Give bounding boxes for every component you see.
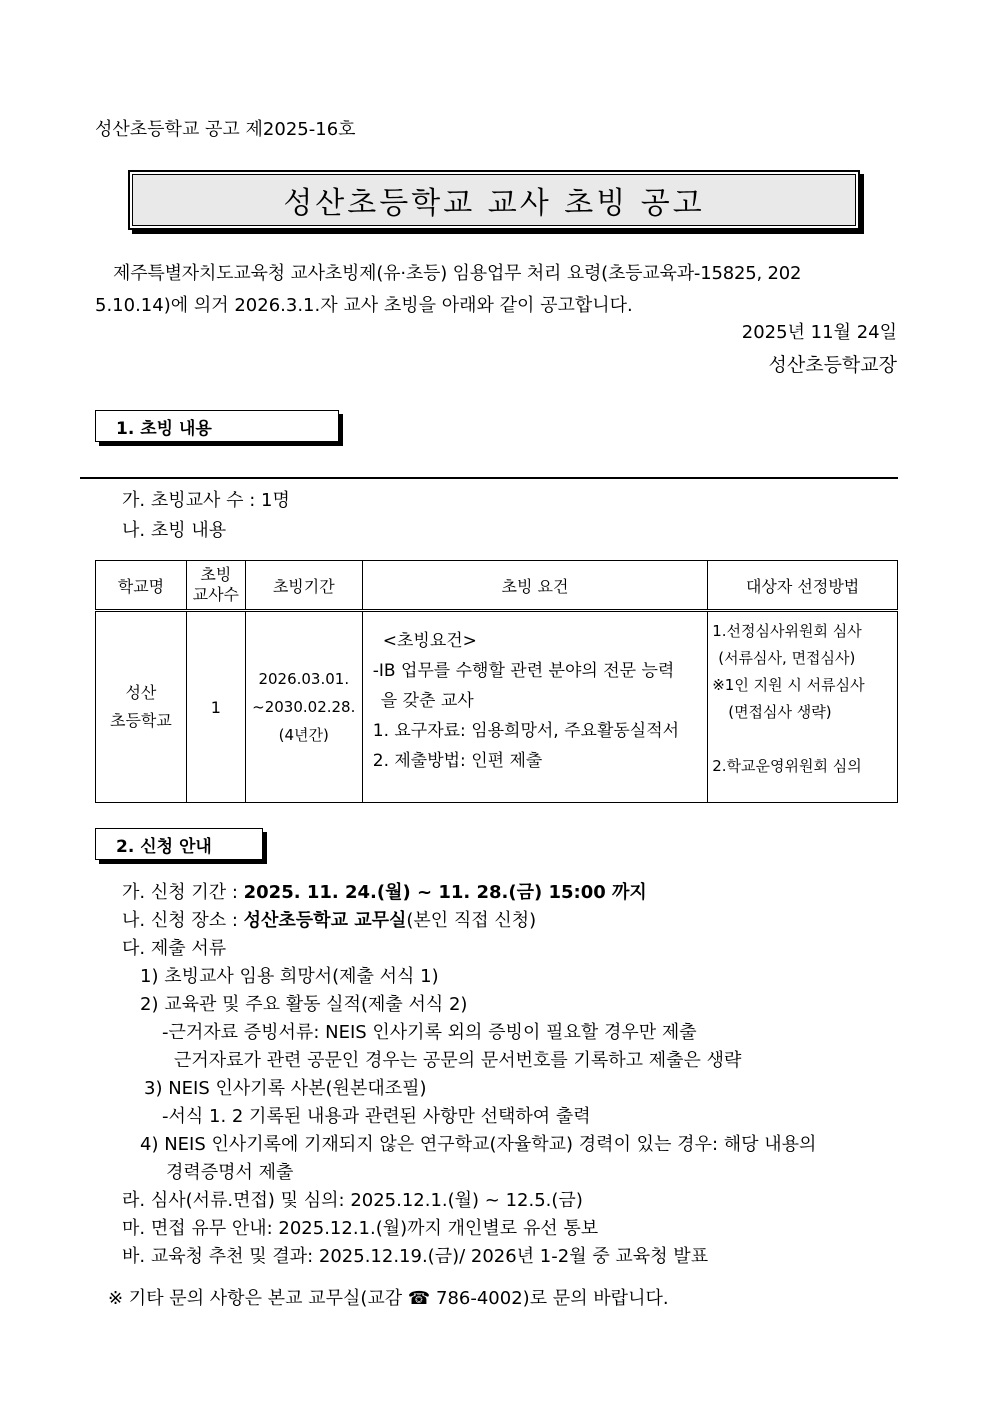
- page-title: 성산초등학교 교사 초빙 공고: [283, 186, 705, 221]
- signer: 성산초등학교장: [768, 354, 897, 376]
- place-suffix: (본인 직접 신청): [406, 910, 537, 931]
- sel-line-1: 1.선정심사위원회 심사: [712, 622, 862, 640]
- notice-number: 성산초등학교 공고 제2025-16호: [95, 119, 356, 140]
- req-line-2: -IB 업무를 수행할 관련 분야의 전문 능력: [372, 661, 675, 681]
- school-line-2: 초등학교: [110, 711, 172, 730]
- intro-paragraph: [95, 258, 897, 322]
- doc-4-cont: 경력증명서 제출: [166, 1162, 294, 1183]
- item-teacher-count: 가. 초빙교사 수 : 1명: [122, 490, 290, 511]
- table-row: [96, 611, 898, 803]
- item-invitation-content: 나. 초빙 내용: [122, 520, 227, 541]
- header-count-line-1: 초빙: [200, 565, 232, 584]
- header-count-line-2: 교사수: [192, 585, 239, 604]
- sel-line-5: 2.학교운영위원회 심의: [712, 757, 862, 775]
- header-count: [186, 561, 245, 611]
- place-value: 성산초등학교 교무실: [243, 910, 407, 931]
- cell-selection: [708, 611, 898, 803]
- place-label: 나. 신청 장소 :: [122, 910, 244, 931]
- school-line-1: 성산: [125, 683, 157, 702]
- item-interview-notice: 마. 면접 유무 안내: 2025.12.1.(월)까지 개인별로 유선 통보: [122, 1218, 599, 1239]
- req-line-4: 1. 요구자료: 임용희망서, 주요활동실적서: [372, 721, 680, 741]
- req-line-5: 2. 제출방법: 인편 제출: [372, 751, 543, 771]
- period-value: 2025. 11. 24.(월) ~ 11. 28.(금) 15:00 까지: [243, 882, 647, 903]
- period-line-1: 2026.03.01.: [258, 670, 350, 688]
- notice-date: 2025년 11월 24일: [741, 322, 897, 343]
- period-line-3: (4년간): [278, 726, 329, 744]
- footer-note: ※ 기타 문의 사항은 본교 교무실(교감 ☎ 786-4002)로 문의 바랍니다.: [108, 1288, 669, 1309]
- sel-line-4: (면접심사 생략): [728, 703, 832, 721]
- header-requirements: 초빙 요건: [362, 561, 707, 611]
- item-documents: 다. 제출 서류: [122, 938, 227, 959]
- header-period: 초빙기간: [245, 561, 362, 611]
- doc-2-note-2: 근거자료가 관련 공문인 경우는 공문의 문서번호를 기록하고 제출은 생략: [174, 1050, 742, 1071]
- req-line-1: <초빙요건>: [382, 631, 477, 651]
- table-header-row: [96, 561, 898, 611]
- item-review: 라. 심사(서류.면접) 및 심의: 2025.12.1.(월) ~ 12.5.(금): [122, 1190, 583, 1211]
- cell-requirements: [362, 611, 707, 803]
- header-school: 학교명: [96, 561, 187, 611]
- sel-line-3: ※1인 지원 시 서류심사: [712, 676, 865, 694]
- item-place: [122, 906, 536, 932]
- sel-line-2: (서류심사, 면접심사): [718, 649, 856, 667]
- period-line-2: ~2030.02.28.: [252, 698, 356, 716]
- doc-3-note: -서식 1. 2 기록된 내용과 관련된 사항만 선택하여 출력: [162, 1106, 591, 1127]
- item-period: [122, 878, 647, 904]
- section-1-heading: 1. 초빙 내용: [95, 410, 339, 442]
- section-2-heading: 2. 신청 안내: [95, 828, 263, 860]
- cell-period: [245, 611, 362, 803]
- doc-2: 2) 교육관 및 주요 활동 실적(제출 서식 2): [140, 994, 468, 1015]
- divider: [80, 477, 898, 479]
- req-line-3: 을 갖춘 교사: [380, 691, 474, 711]
- title-box: [128, 170, 860, 230]
- cell-school: [96, 611, 187, 803]
- period-label: 가. 신청 기간 :: [122, 882, 244, 903]
- doc-2-note-1: -근거자료 증빙서류: NEIS 인사기록 외의 증빙이 필요할 경우만 제출: [162, 1022, 697, 1043]
- header-selection: 대상자 선정방법: [708, 561, 898, 611]
- doc-3: 3) NEIS 인사기록 사본(원본대조필): [144, 1078, 427, 1099]
- intro-line-1: 제주특별자치도교육청 교사초빙제(유·초등) 임용업무 처리 요령(초등교육과-15825, 202: [113, 263, 802, 284]
- item-result: 바. 교육청 추천 및 결과: 2025.12.19.(금)/ 2026년 1-2월 중 교육청 발표: [122, 1246, 709, 1267]
- doc-4: 4) NEIS 인사기록에 기재되지 않은 연구학교(자율학교) 경력이 있는 경우: 해당 내용의: [140, 1134, 817, 1155]
- doc-1: 1) 초빙교사 임용 희망서(제출 서식 1): [140, 966, 439, 987]
- invitation-table: [95, 560, 898, 803]
- intro-line-2: 5.10.14)에 의거 2026.3.1.자 교사 초빙을 아래와 같이 공고합니다.: [95, 295, 633, 316]
- cell-count: 1: [186, 611, 245, 803]
